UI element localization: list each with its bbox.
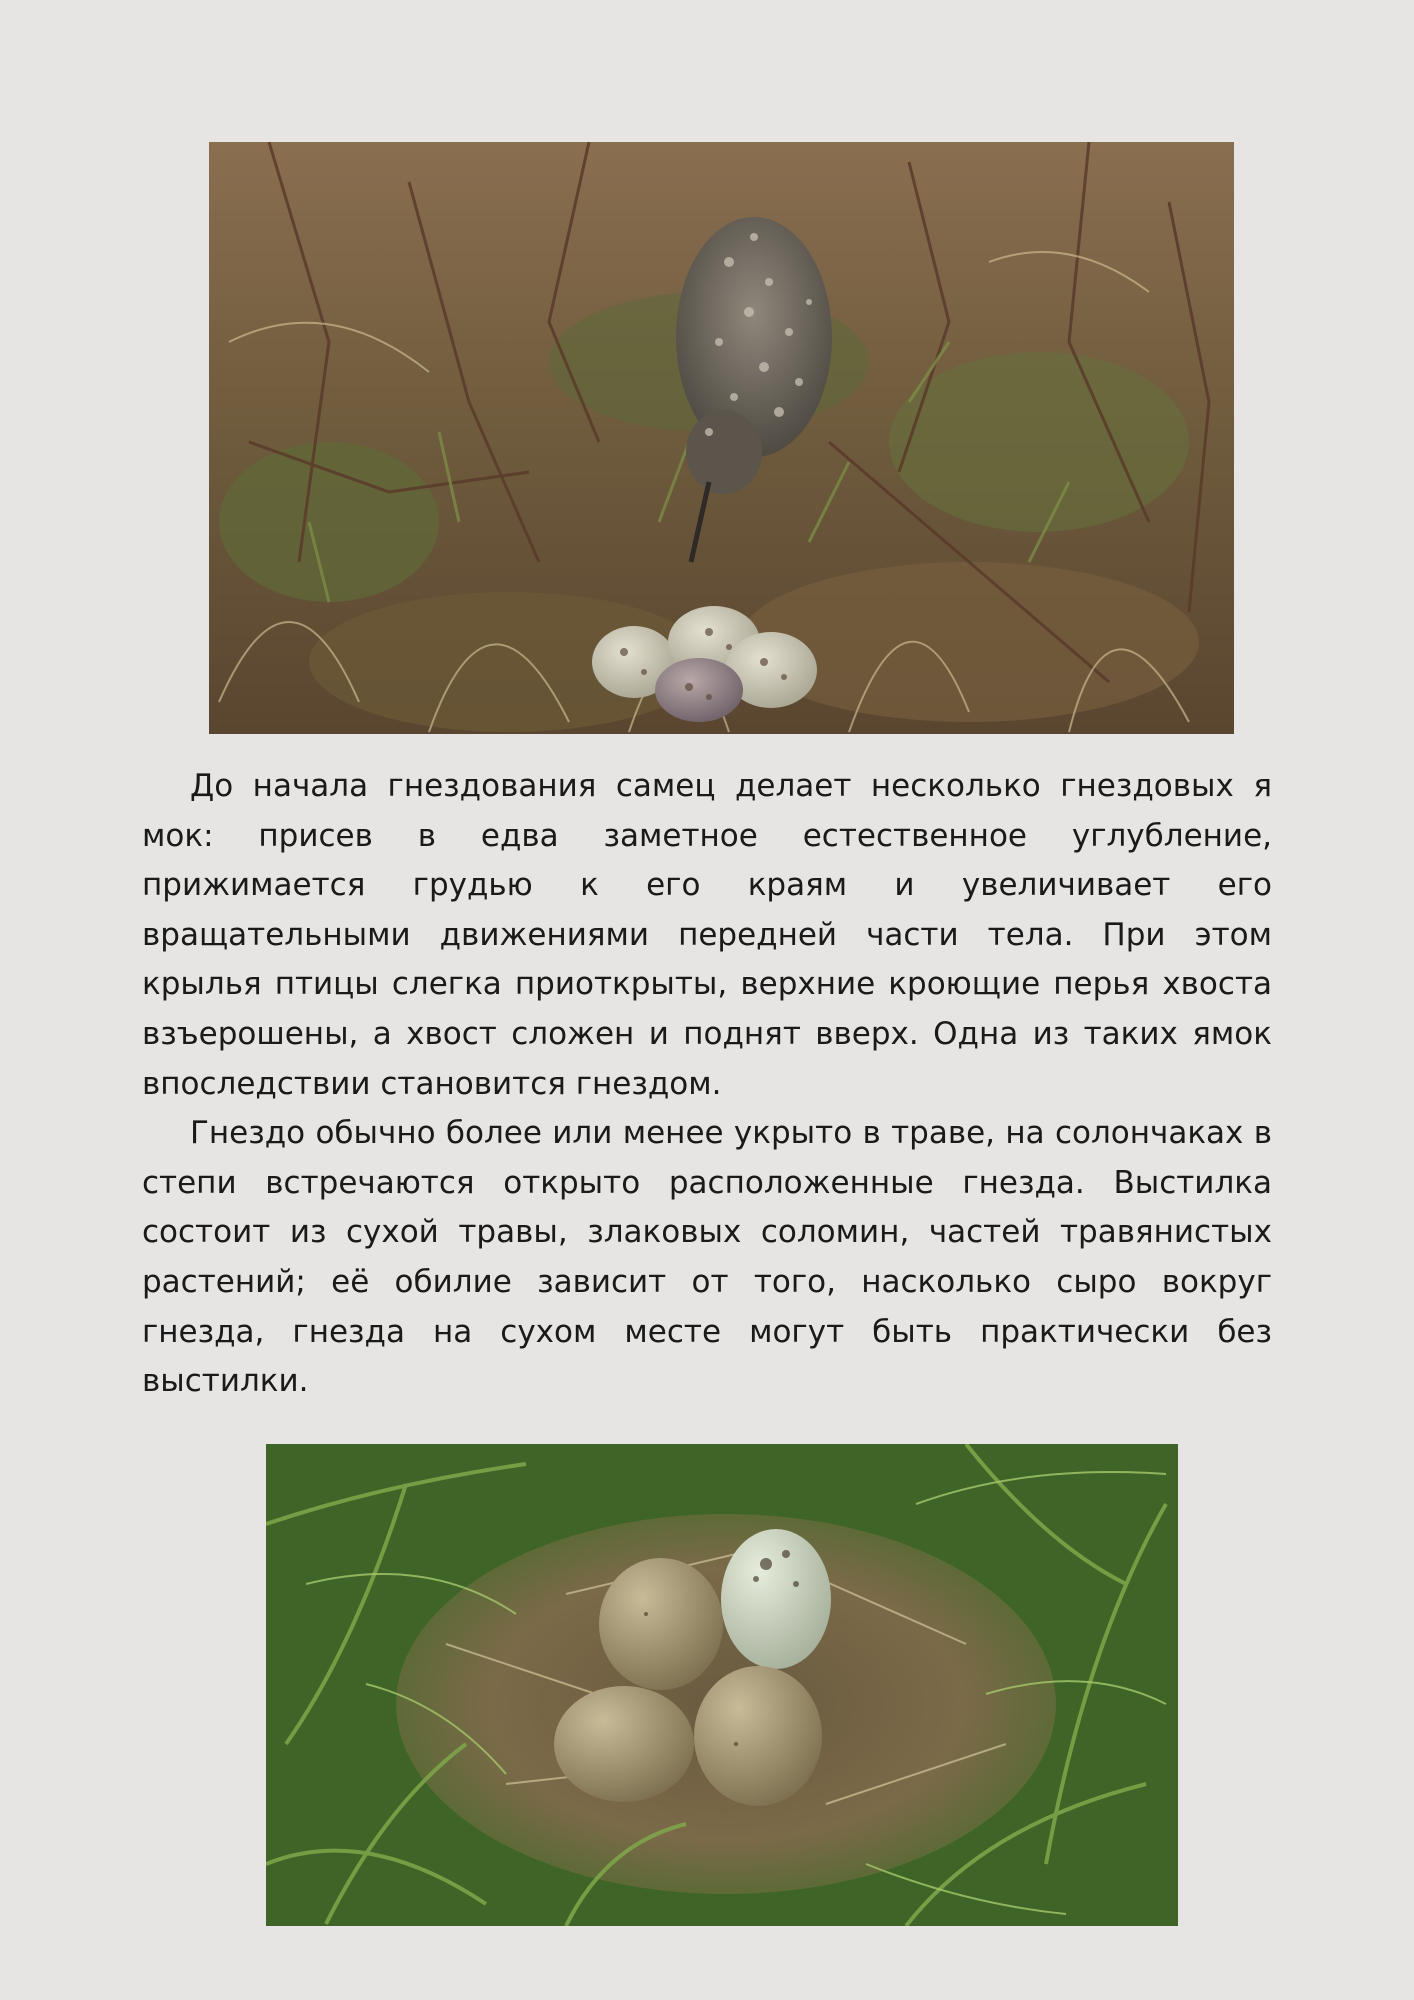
bird-on-nest-photo [209,142,1234,734]
bird-on-nest-illustration [209,142,1234,734]
article-text [142,762,1272,1407]
paragraph-nest-lining: Гнездо обычно более или менее укрыто в траве, на солончаках в степи встречаются открыто расположенные гнезда. Выстилка состоит из сухой травы, злаковых соломин, частей травянистых растений; её обилие зависит от того, насколько сыро вокруг гнезда, гнезда на сухом месте могут быть практически без выстилки. [142,1115,1272,1400]
eggs-in-grass-illustration [266,1444,1178,1926]
eggs-in-grass-nest-photo [266,1444,1178,1926]
paragraph-nest-scrapes: До начала гнездования самец делает несколько гнездовых я мок: присев в едва заметное естественное углубление, прижимается грудью к его краям и увеличивает его вращательными движениями передней части тела. При этом крылья птицы слегка приоткрыты, верхние кроющие перья хвоста взъерошены, а хвост сложен и поднят вверх. Одна из таких ямок впоследствии становится гнездом. [142,768,1272,1102]
